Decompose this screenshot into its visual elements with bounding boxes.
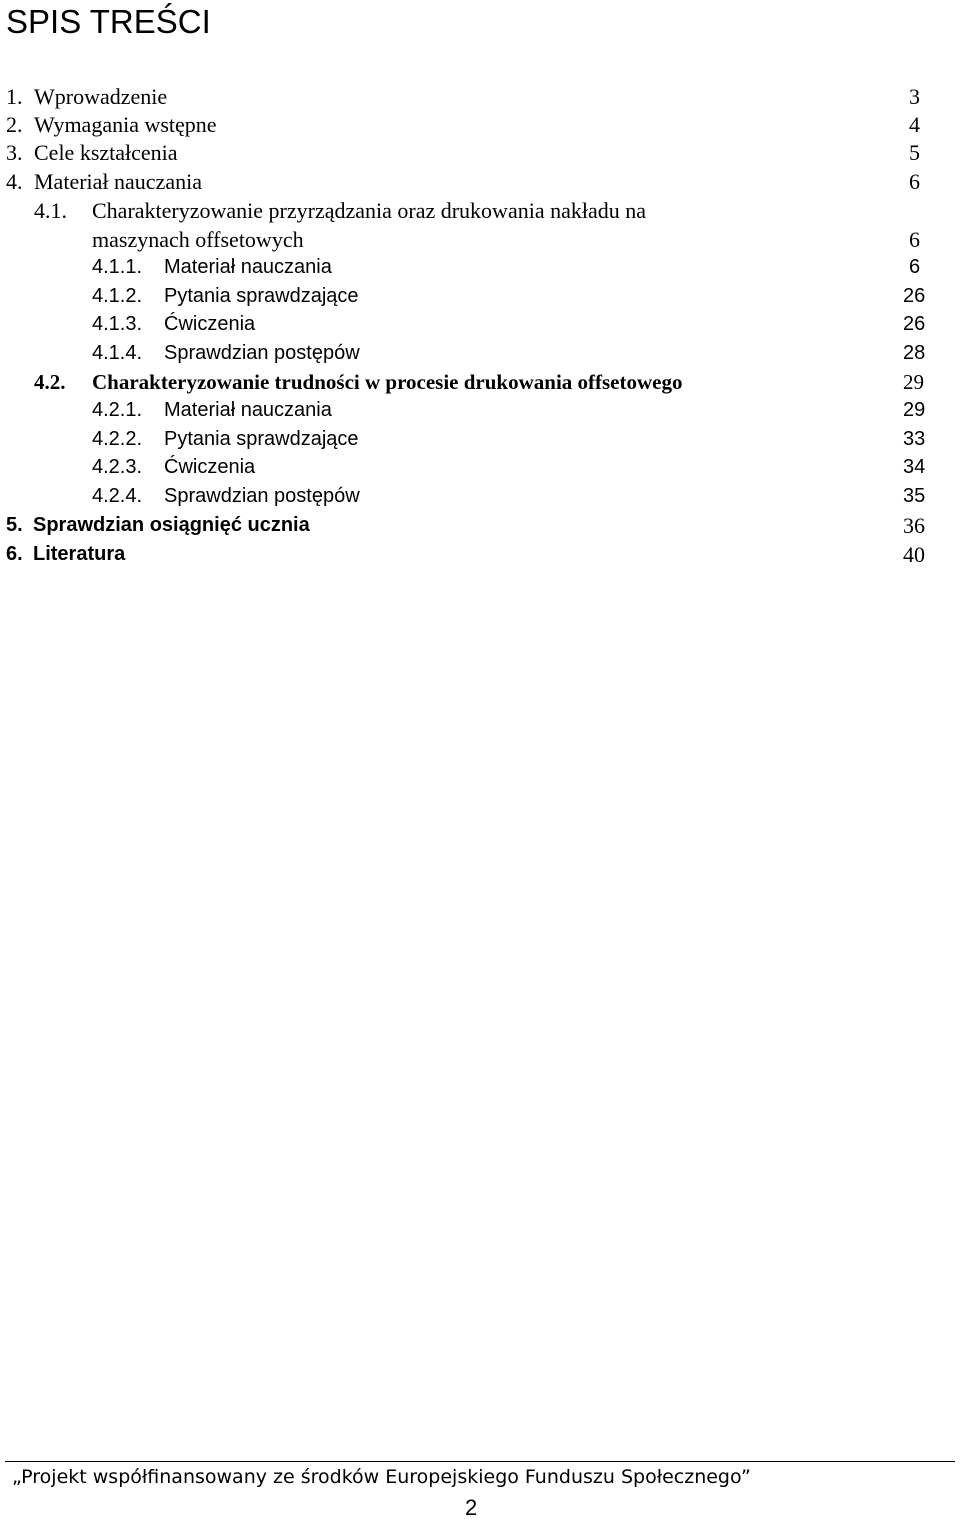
toc-entry[interactable] (0, 540, 960, 569)
toc-entry[interactable] (0, 339, 960, 368)
toc-entry-title: Ćwiczenia (164, 313, 256, 335)
toc-entry-number: 5. (6, 514, 23, 536)
toc-entry-title: Wymagania wstępne (34, 112, 217, 137)
toc-entry-title: Materiał nauczania (34, 169, 202, 194)
toc-entry[interactable] (0, 253, 960, 282)
toc-entry-page: 26 (903, 313, 926, 335)
toc-entry-page: 33 (903, 428, 926, 450)
toc-entry-title: Materiał nauczania (164, 256, 332, 278)
toc-entry[interactable] (0, 282, 960, 311)
toc-entry[interactable] (0, 167, 960, 196)
toc-entry-page: 29 (903, 399, 926, 421)
toc-entry-page: 35 (903, 485, 926, 507)
toc-entry-title: maszynach offsetowych (92, 227, 304, 252)
toc-entry-page: 5 (909, 140, 920, 165)
toc-entry-number: 4.2.1. (92, 399, 143, 421)
toc-entry-number: 4.1.2. (92, 285, 143, 307)
toc-entry-number: 4. (6, 169, 23, 194)
toc-entry-number: 3. (6, 140, 23, 165)
toc-entry[interactable] (0, 196, 960, 225)
page-number: 2 (465, 1495, 478, 1520)
toc-entry[interactable] (0, 425, 960, 454)
toc-entry-number: 2. (6, 112, 23, 137)
toc-entry-page: 28 (903, 342, 926, 364)
toc-entry[interactable] (0, 310, 960, 339)
toc-entry[interactable] (0, 368, 960, 397)
toc-entry-title: Cele kształcenia (34, 140, 178, 165)
toc-entry-page: 6 (909, 227, 920, 252)
toc-entry-number: 4.2.3. (92, 456, 143, 478)
toc-entry[interactable] (0, 482, 960, 511)
toc-entry[interactable] (0, 511, 960, 540)
toc-entry[interactable] (0, 138, 960, 167)
footer-divider (5, 1461, 955, 1462)
toc-entry-title: Materiał nauczania (164, 399, 332, 421)
toc-entry-page: 6 (909, 169, 920, 194)
toc-entry-title: Pytania sprawdzające (164, 428, 359, 450)
toc-entry-title: Pytania sprawdzające (164, 285, 359, 307)
toc-entry-title: Ćwiczenia (164, 456, 256, 478)
footer-funding-note: „Projekt współfinansowany ze środków Europejskiego Funduszu Społecznego” (12, 1466, 751, 1488)
toc-entry-number: 4.2. (34, 370, 66, 394)
toc-entry-title: Sprawdzian postępów (164, 342, 360, 364)
toc-entry-page: 40 (903, 542, 925, 567)
toc-entry-number: 4.2.2. (92, 428, 143, 450)
toc-entry[interactable] (0, 396, 960, 425)
toc-entry-number: 6. (6, 543, 23, 565)
toc-entry-title: Wprowadzenie (34, 84, 168, 109)
toc-entry-number: 4.1. (34, 198, 67, 223)
toc-entry[interactable] (0, 82, 960, 111)
toc-entry-page: 34 (903, 456, 926, 478)
toc-entry-title: Charakteryzowanie trudności w procesie drukowania offsetowego (92, 370, 683, 394)
toc-entry-page: 36 (903, 513, 925, 538)
toc-entry[interactable] (0, 453, 960, 482)
toc-entry-number: 4.1.4. (92, 342, 143, 364)
toc-entry-page: 4 (909, 112, 920, 137)
toc-entry-number: 1. (6, 84, 23, 109)
toc-entry-continuation[interactable] (0, 225, 960, 254)
toc-entry-number: 4.1.3. (92, 313, 143, 335)
page-title: SPIS TREŚCI (6, 3, 211, 40)
toc-entry-page: 3 (909, 84, 920, 109)
toc-entry-title: Sprawdzian osiągnięć ucznia (33, 514, 310, 536)
toc-entry-page: 6 (909, 256, 921, 278)
toc-entry-number: 4.1.1. (92, 256, 143, 278)
toc-entry-number: 4.2.4. (92, 485, 143, 507)
toc-entry[interactable] (0, 110, 960, 139)
toc-entry-page: 26 (903, 285, 926, 307)
toc-entry-title: Sprawdzian postępów (164, 485, 360, 507)
toc-entry-page: 29 (903, 370, 924, 394)
toc-entry-title: Literatura (33, 543, 126, 565)
toc-entry-title: Charakteryzowanie przyrządzania oraz drukowania nakładu na (92, 198, 646, 223)
